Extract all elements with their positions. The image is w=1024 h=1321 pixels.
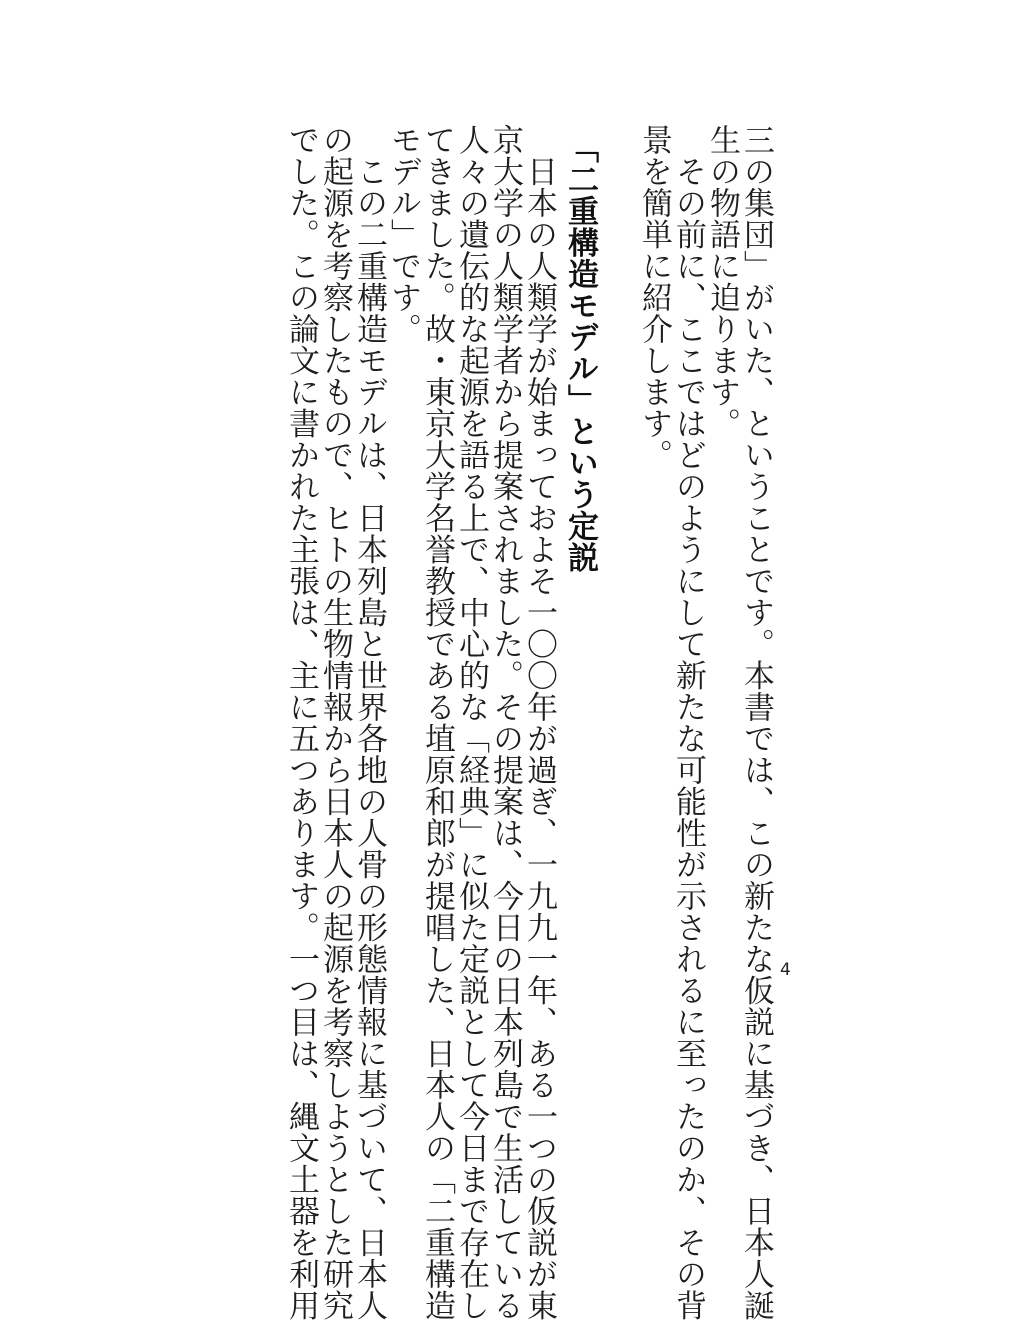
text-column: 日本の人類学が始まっておよそ一〇〇年が過ぎ、一九九一年、ある一つの仮説が東 [521, 124, 557, 1321]
text-column: 京大学の人類学者から提案されました。その提案は、今日の日本列島で生活している [487, 124, 523, 1321]
text-column: の起源を考察したもので、ヒトの生物情報から日本人の起源を考察しようとした研究 [317, 124, 353, 1321]
text-column: てきました。故・東京大学名誉教授である埴原和郎が提唱した、日本人の「二重構造 [419, 124, 455, 1321]
section-heading: 「二重構造モデル」という定説 [562, 132, 598, 573]
text-column: 人々の遺伝的な起源を語る上で、中心的な「経典」に似た定説として今日まで存在し [453, 124, 489, 1321]
text-column: その前に、ここではどのようにして新たな可能性が示されるに至ったのか、その背 [670, 124, 706, 1321]
text-column: でした。この論文に書かれた主張は、主に五つあります。一つ目は、縄文土器を利用 [283, 124, 319, 1321]
text-column: この二重構造モデルは、日本列島と世界各地の人骨の形態情報に基づいて、日本人 [351, 124, 387, 1321]
text-column: 景を簡単に紹介します。 [636, 124, 672, 471]
text-column: 生の物語に迫ります。 [704, 124, 740, 439]
text-column: モデル」です。 [385, 124, 421, 345]
text-column: 三の集団」がいた、ということです。本書では、この新たな仮説に基づき、日本人誕 [738, 124, 774, 1321]
page-number: 4 [780, 960, 791, 980]
